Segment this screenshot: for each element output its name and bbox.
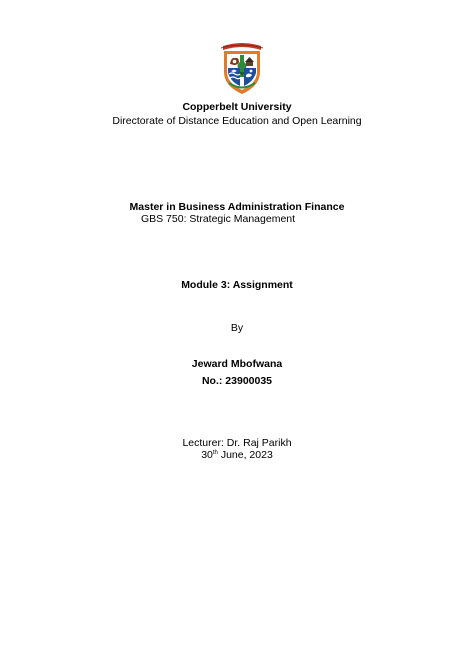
lecturer-name: Lecturer: Dr. Raj Parikh [182,437,292,449]
date-day: 30 [201,449,213,461]
student-name: Jeward Mbofwana [191,358,283,370]
programme-title: Master in Business Administration Finance [129,201,345,213]
submission-date [0,449,474,461]
by-label: By [230,322,244,334]
university-crest-logo [217,42,267,96]
university-name: Copperbelt University [182,101,292,113]
student-number: No.: 23900035 [201,375,273,387]
directorate-name: Directorate of Distance Education and Open Learning [112,115,362,127]
course-title: GBS 750: Strategic Management [140,213,296,225]
date-suffix: th [212,450,218,456]
date-month-year: June, 2023 [217,449,273,461]
module-title: Module 3: Assignment [181,279,293,291]
